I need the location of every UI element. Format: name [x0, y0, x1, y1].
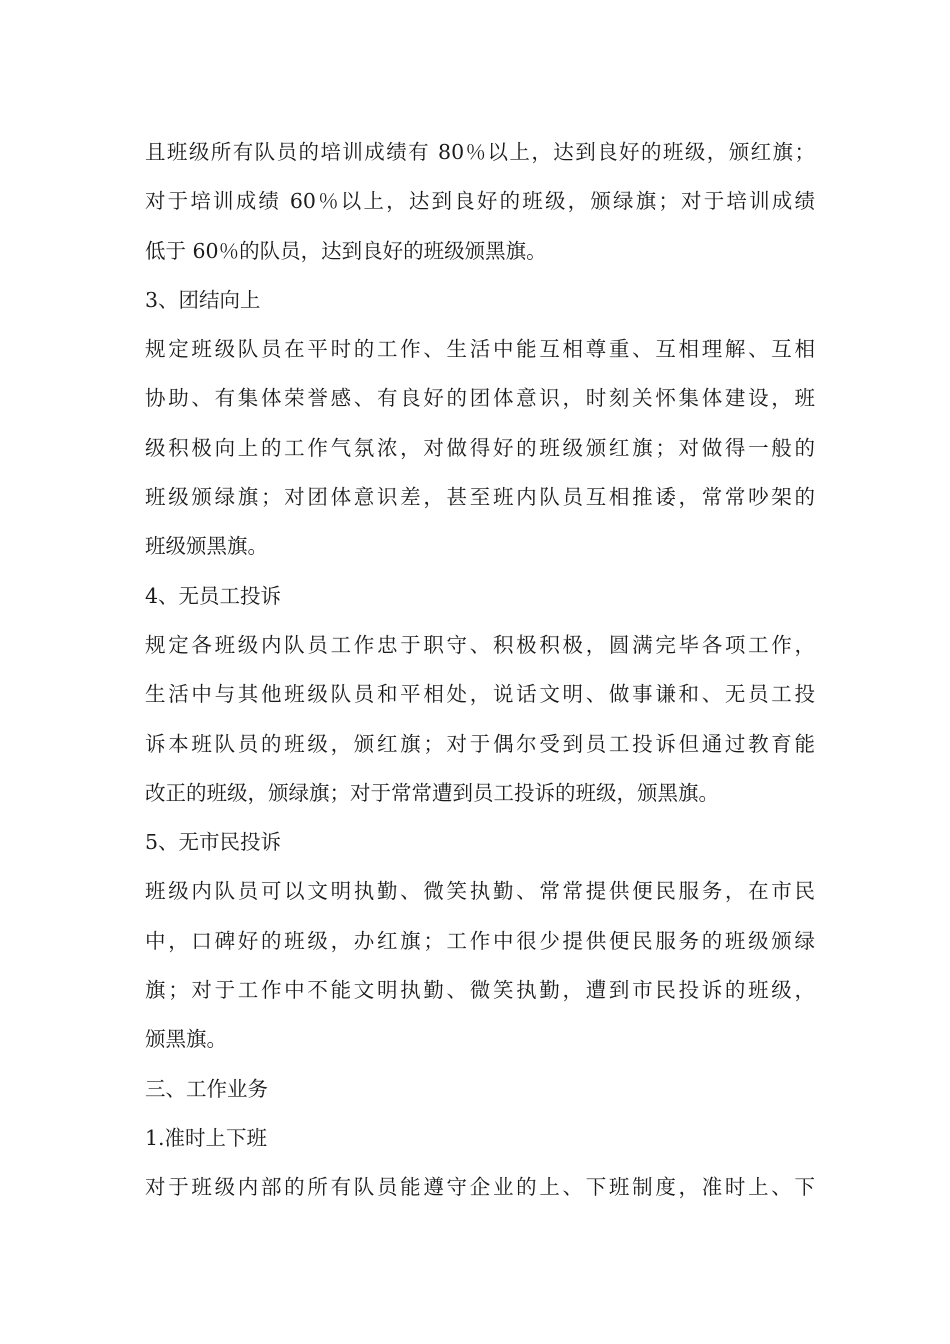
paragraph-line: 班级内队员可以文明执勤、微笑执勤、常常提供便民服务，在市民 [145, 879, 815, 904]
paragraph-line: 旗；对于工作中不能文明执勤、微笑执勤，遭到市民投诉的班级， [145, 978, 815, 1003]
paragraph-line: 中，口碑好的班级，办红旗；工作中很少提供便民服务的班级颁绿 [145, 928, 815, 953]
paragraph-line: 班级颁绿旗；对团体意识差，甚至班内队员互相推诿，常常吵架的 [145, 485, 815, 510]
paragraph-line: 对于班级内部的所有队员能遵守企业的上、下班制度，准时上、下 [145, 1175, 815, 1200]
document-body [145, 128, 815, 1213]
paragraph-line: 且班级所有队员的培训成绩有 80％以上，达到良好的班级，颁红旗； [145, 140, 815, 164]
paragraph-line: 颁黑旗。 [145, 1027, 227, 1052]
paragraph-line: 规定各班级内队员工作忠于职守、积极积极，圆满完毕各项工作， [145, 632, 815, 657]
paragraph-line: 诉本班队员的班级，颁红旗；对于偶尔受到员工投诉但通过教育能 [145, 731, 815, 756]
paragraph-line: 改正的班级，颁绿旗；对于常常遭到员工投诉的班级，颁黑旗。 [145, 780, 719, 805]
section-heading-no-citizen-complaints: 5、无市民投诉 [145, 830, 282, 855]
paragraph-line: 班级颁黑旗。 [145, 534, 268, 559]
paragraph-line: 规定班级队员在平时的工作、生活中能互相尊重、互相理解、互相 [145, 337, 815, 362]
section-heading-punctuality: 1.准时上下班 [145, 1125, 268, 1150]
paragraph-line: 协助、有集体荣誉感、有良好的团体意识，时刻关怀集体建设，班 [145, 386, 815, 411]
paragraph-line: 低于 60％的队员，达到良好的班级颁黑旗。 [145, 238, 547, 263]
paragraph-line: 级积极向上的工作气氛浓，对做得好的班级颁红旗；对做得一般的 [145, 435, 815, 460]
section-heading-no-staff-complaints: 4、无员工投诉 [145, 583, 282, 608]
section-heading-work-business: 三、工作业务 [145, 1076, 268, 1101]
paragraph-line: 生活中与其他班级队员和平相处，说话文明、做事谦和、无员工投 [145, 682, 815, 707]
section-heading-unity: 3、团结向上 [145, 287, 261, 312]
paragraph-line: 对于培训成绩 60％以上，达到良好的班级，颁绿旗；对于培训成绩 [145, 189, 815, 214]
